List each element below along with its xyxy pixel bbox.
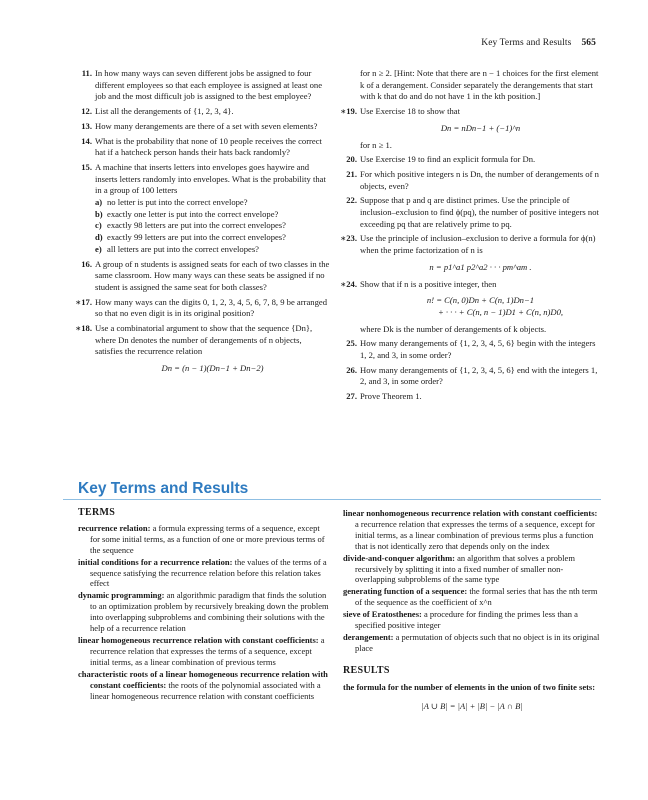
term-name: recurrence relation: [78, 522, 151, 533]
part-label: c) [95, 220, 102, 231]
exercise-number: 21. [346, 168, 357, 179]
exercise-16 [78, 259, 330, 294]
exercise-20 [343, 154, 601, 166]
running-head-title: Key Terms and Results [481, 38, 572, 48]
term-entry [78, 635, 330, 668]
exercise-15e [95, 244, 330, 256]
exercise-number: ∗24. [340, 278, 357, 289]
exercise-15c [95, 220, 330, 232]
term-definition: a formula expressing terms of a sequence, except for some initial terms, as a function of one or more previous terms of the sequence [90, 522, 325, 555]
exercise-text: In how many ways can seven different jobs be assigned to four different employees so that each employee is assigned at least one job and the most difficult job is assigned to the best employee? [95, 68, 323, 102]
exercise-number: 12. [81, 106, 92, 117]
result-name: the formula for the number of elements in the union of two finite sets: [343, 681, 596, 692]
exercise-13 [78, 121, 330, 133]
term-definition: an algorithmic paradigm that finds the solution to an optimization problem by recursively breaking down the problem into overlapping subproblems and combining their solutions with the help of a recurrence relation [90, 590, 329, 634]
term-entry [343, 553, 601, 586]
part-text: exactly one letter is put into the correct envelope? [107, 208, 279, 219]
exercise-text: Use the principle of inclusion–exclusion to derive a formula for ϕ(n) when the prime factorization of n is [360, 233, 596, 256]
exercise-text: Use Exercise 19 to find an explicit formula for Dn. [360, 154, 536, 165]
exercise-15 [78, 162, 330, 256]
term-name: dynamic programming: [78, 590, 165, 601]
derangement-formula: Dn = nDn−1 + (−1)^n [440, 122, 521, 133]
exercise-number: 15. [81, 161, 92, 172]
part-label: d) [95, 232, 103, 243]
formula-note: where Dk is the number of derangements of k objects. [360, 323, 547, 334]
exercise-number: ∗17. [75, 296, 92, 307]
exercise-number: 13. [81, 120, 92, 131]
running-head [481, 38, 596, 48]
term-entry [343, 508, 601, 552]
term-entry [343, 586, 601, 608]
exercise-text: For which positive integers n is Dn, the number of derangements of n objects, even? [360, 168, 599, 191]
exercise-25 [343, 338, 601, 361]
continued-text: for n ≥ 2. [Hint: Note that there are n − 1 choices for the first element k of a derangement. Consider separately the derangements that start with k that do and do not have 1 in the kth position.] [360, 68, 599, 102]
exercise-17 [75, 296, 330, 320]
recurrence-formula: Dn = (n − 1)(Dn−1 + Dn−2) [161, 363, 264, 374]
term-definition: a procedure for finding the primes less than a specified positive integer [355, 609, 578, 631]
exercise-text: Use a combinatorial argument to show that the sequence {Dn}, where Dn denotes the number of derangements of n objects, satisfies the recurrence relation [95, 323, 313, 357]
term-name: divide-and-conquer algorithm: [343, 552, 456, 563]
exercises-left-column [75, 68, 330, 380]
exercise-number: ∗23. [340, 233, 357, 244]
exercise-24 [340, 278, 601, 336]
factorial-formula-line-2: + · · · + C(n, n − 1)D1 + C(n, n)D0, [437, 306, 564, 317]
exercise-number: ∗19. [340, 106, 357, 117]
term-name: linear nonhomogeneous recurrence relation with constant coefficients: [343, 508, 598, 518]
term-entry [343, 632, 601, 654]
exercise-text: What is the probability that none of 10 people receives the correct hat if a hatcheck person hands their hats back randomly? [95, 135, 322, 158]
part-text: no letter is put into the correct envelope? [107, 197, 248, 208]
exercise-number: 25. [346, 338, 357, 349]
exercise-text: How many ways can the digits 0, 1, 2, 3, 4, 5, 6, 7, 8, 9 be arranged so that no even digit is in its original position? [95, 296, 327, 319]
exercise-number: 22. [346, 195, 357, 206]
term-entry [78, 557, 330, 590]
exercise-text: Suppose that p and q are distinct primes. Use the principle of inclusion–exclusion to find ϕ(pq), the number of positive integers not exceeding pq that are relatively prime to pq. [360, 195, 599, 229]
term-entry [78, 523, 330, 556]
union-formula: |A ∪ B| = |A| + |B| − |A ∩ B| [421, 700, 523, 711]
term-name: initial conditions for a recurrence relation: [78, 556, 233, 567]
exercise-26 [343, 365, 601, 388]
exercise-14 [78, 136, 330, 159]
exercise-23 [340, 233, 601, 273]
exercise-text: How many derangements of {1, 2, 3, 4, 5, 6} begin with the integers 1, 2, and 3, in some order? [360, 338, 596, 361]
term-definition: the roots of the polynomial associated with a linear homogeneous recurrence relation with constant coefficients [90, 679, 321, 701]
term-definition: the values of the terms of a sequence satisfying the recurrence relation before this relation takes effect [90, 556, 327, 589]
section-title: Key Terms and Results [78, 480, 249, 497]
section-rule [63, 499, 601, 500]
exercise-18-continued [343, 68, 601, 103]
results-heading: RESULTS [343, 664, 390, 676]
exercise-22 [343, 195, 601, 230]
term-name: derangement: [343, 631, 394, 642]
term-name: linear homogeneous recurrence relation with constant coefficients: [78, 634, 319, 645]
exercise-21 [343, 169, 601, 192]
term-entry [78, 590, 330, 634]
exercise-15a [95, 197, 330, 209]
part-text: exactly 98 letters are put into the correct envelopes? [107, 220, 286, 231]
exercise-text: Use Exercise 18 to show that [360, 106, 460, 117]
exercise-number: 26. [346, 364, 357, 375]
exercise-number: 14. [81, 135, 92, 146]
exercises-right-column [340, 68, 601, 406]
exercise-18 [75, 323, 330, 375]
terms-right-column [343, 508, 601, 712]
part-label: b) [95, 208, 103, 219]
term-definition: a permutation of objects such that no object is in its original place [355, 631, 600, 653]
exercise-11 [78, 68, 330, 103]
factorial-formula-line-1: n! = C(n, 0)Dn + C(n, 1)Dn−1 [426, 295, 535, 306]
formula-condition: for n ≥ 1. [360, 139, 392, 150]
exercise-text: How many derangements of {1, 2, 3, 4, 5, 6} end with the integers 1, 2, and 3, in some order? [360, 364, 598, 387]
exercise-text: A machine that inserts letters into envelopes goes haywire and inserts letters randomly into envelopes. What is the probability that in a group of 100 letters [95, 161, 326, 196]
term-entry [78, 669, 330, 702]
term-definition: a recurrence relation that expresses the terms of a sequence, except for initial terms, as a linear combination of previous terms plus a function that is not identically zero that depends only on the index [355, 518, 595, 551]
exercise-text: Prove Theorem 1. [360, 391, 422, 402]
term-entry [343, 609, 601, 631]
term-name: characteristic roots of a linear homogeneous recurrence relation with constant coefficients: [78, 668, 328, 690]
term-name: sieve of Eratosthenes: [343, 609, 422, 620]
exercise-15b [95, 209, 330, 221]
prime-factorization-formula: n = p1^a1 p2^a2 · · · pm^am . [429, 261, 532, 272]
exercise-number: ∗18. [75, 323, 92, 334]
exercise-number: 16. [81, 258, 92, 269]
result-entry [343, 682, 601, 693]
part-label: e) [95, 243, 102, 254]
exercise-number: 11. [81, 68, 92, 78]
exercise-text: How many derangements are there of a set with seven elements? [95, 120, 318, 131]
exercise-12 [78, 106, 330, 118]
term-definition: the formal series that has the nth term of the sequence as the coefficient of x^n [355, 586, 598, 608]
exercise-19 [340, 106, 601, 151]
terms-heading: TERMS [78, 507, 116, 518]
exercise-text: Show that if n is a positive integer, then [360, 278, 497, 289]
term-name: generating function of a sequence: [343, 586, 468, 597]
term-definition: an algorithm that solves a problem recursively by splitting it into a fixed number of smaller non-overlapping subproblems of the same type [355, 552, 575, 585]
part-text: exactly 99 letters are put into the correct envelopes? [107, 232, 286, 243]
exercise-text: List all the derangements of {1, 2, 3, 4}. [95, 106, 234, 117]
part-text: all letters are put into the correct envelopes? [107, 243, 259, 254]
page-number: 565 [581, 38, 596, 48]
exercise-15d [95, 232, 330, 244]
part-label: a) [95, 197, 103, 208]
term-definition: a recurrence relation that expresses the terms of a sequence, except initial terms, as a linear combination of previous terms [90, 634, 325, 667]
exercise-text: A group of n students is assigned seats for each of two classes in the same classroom. How many ways can these seats be assigned if no student is assigned the same seat for both classes? [95, 258, 330, 292]
exercise-27 [343, 391, 601, 403]
exercise-number: 20. [346, 154, 357, 165]
terms-left-column [78, 508, 330, 702]
exercise-number: 27. [346, 391, 357, 402]
